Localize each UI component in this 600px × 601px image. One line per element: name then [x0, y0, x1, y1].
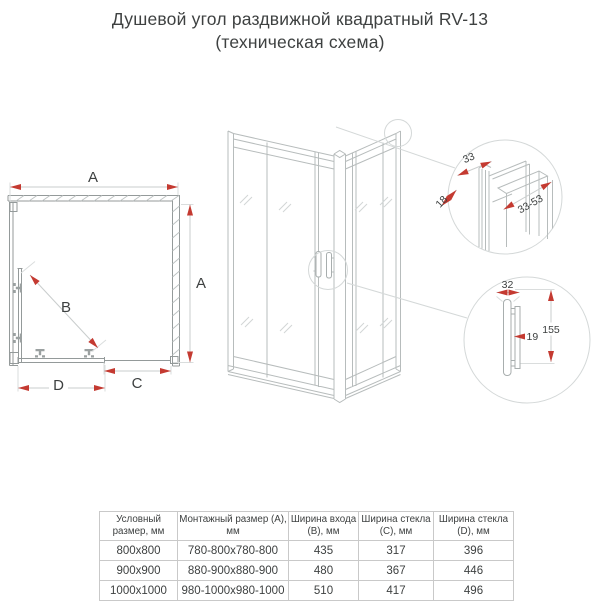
cell-mounting: 780-800x780-800 — [178, 541, 289, 561]
glass-clamp-icon — [14, 283, 23, 293]
plan-dim-a-top-label: A — [87, 169, 99, 186]
profile-dim-top-label: 33 — [461, 150, 477, 167]
plan-dim-a-right-label: A — [196, 275, 207, 292]
glass-reflection-icon — [240, 195, 252, 205]
glass-reflection-icon — [241, 317, 253, 327]
wall-hatching-top — [16, 196, 179, 202]
table-row — [100, 581, 514, 601]
handle-drawing — [504, 300, 521, 376]
cell-mounting: 980-1000x980-1000 — [178, 581, 289, 601]
detail-handle — [464, 277, 590, 403]
plan-view — [8, 169, 206, 394]
plan-walls — [8, 196, 180, 367]
cell-glass-d: 396 — [434, 541, 514, 561]
cell-glass-d: 496 — [434, 581, 514, 601]
handle-dim-height-label: 155 — [542, 324, 560, 336]
title-line-1: Душевой угол раздвижной квадратный RV-13 — [111, 9, 489, 29]
glass-clamp-icon — [14, 333, 23, 343]
handle-grip-bar — [504, 300, 512, 376]
col-header-glass-d-width: Ширина стекла (D), мм — [434, 512, 514, 541]
wall-hatching-right — [173, 206, 180, 355]
title-line-2: (техническая схема) — [215, 32, 385, 52]
col-header-entry-width: Ширина входа (B), мм — [289, 512, 359, 541]
handle-bar — [327, 253, 332, 279]
plan-dim-c-label: C — [131, 375, 143, 392]
handle-mount-plate — [515, 307, 520, 369]
cell-nominal: 900x900 — [100, 561, 178, 581]
corner-bracket — [10, 353, 19, 364]
cell-nominal: 1000x1000 — [100, 581, 178, 601]
plan-dim-b-label: B — [60, 299, 72, 316]
dim-line-33 — [458, 162, 492, 176]
cell-entry: 480 — [289, 561, 359, 581]
table-header-row — [100, 512, 514, 541]
glass-reflection-icon — [280, 323, 292, 333]
glass-reflection-icon — [279, 202, 291, 212]
cell-nominal: 800x800 — [100, 541, 178, 561]
handle-standoff — [511, 309, 515, 315]
door-handles — [314, 252, 335, 279]
cell-entry: 510 — [289, 581, 359, 601]
glass-reflection-icon — [380, 318, 392, 328]
cell-glass-c: 367 — [359, 561, 434, 581]
glass-reflection-icon — [380, 197, 392, 207]
leader-line-handle — [347, 283, 467, 318]
handle-standoff — [511, 361, 515, 367]
handle-dim-width-label: 32 — [501, 279, 514, 291]
col-header-mounting-size: Монтажный размер (A), мм — [178, 512, 289, 541]
iso-view — [228, 120, 467, 403]
glass-clamp-icon — [84, 349, 94, 358]
cell-mounting: 880-900x880-900 — [178, 561, 289, 581]
handle-bar — [316, 252, 321, 278]
col-header-glass-c-width: Ширина стекла (C), мм — [359, 512, 434, 541]
profile-dim-side-label: 18 — [433, 193, 451, 211]
plan-dim-d-label: D — [53, 377, 64, 394]
table-row — [100, 541, 514, 561]
glass-reflection-icon — [355, 202, 367, 212]
iso-frame-lines — [228, 131, 401, 403]
table-row — [100, 561, 514, 581]
callout-circle-profile — [385, 120, 412, 147]
glass-clamp-icon — [35, 349, 45, 358]
cell-glass-c: 317 — [359, 541, 434, 561]
size-table — [99, 511, 514, 601]
cell-glass-d: 446 — [434, 561, 514, 581]
cell-entry: 435 — [289, 541, 359, 561]
glass-reflection-icon — [356, 323, 368, 333]
cell-glass-c: 417 — [359, 581, 434, 601]
plan-glass-bottom — [18, 357, 171, 364]
col-header-nominal-size: Условный размер, мм — [100, 512, 178, 541]
handle-dim-gap-label: 19 — [526, 331, 539, 343]
profile-dim-range-label: 33-53 — [515, 192, 546, 217]
detail-profile — [433, 140, 562, 254]
